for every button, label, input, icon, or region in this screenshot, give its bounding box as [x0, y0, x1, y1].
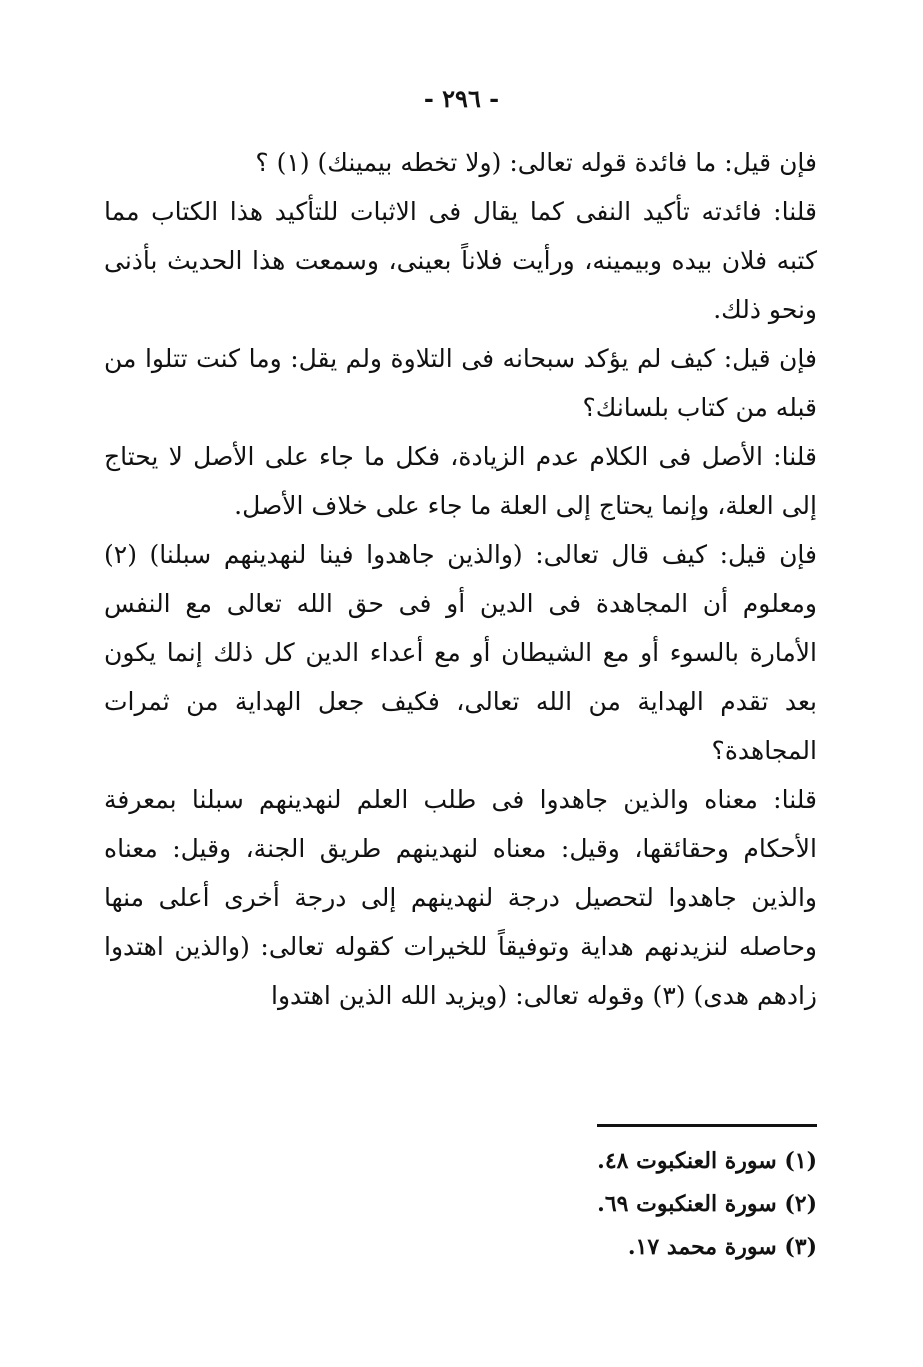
paragraph-answer-3: قلنا: معناه والذين جاهدوا فى طلب العلم لنهدينهم سبلنا بمعرفة الأحكام وحقائقها، وقيل: معناه لنهدينهم طريق الجنة، وقيل: معناه والذين جاهدوا لتحصيل درجة لنهدينهم إلى درجة أخرى أعلى منها وحاصله لنزيدنهم هداية وتوفيقاً للخيرات كقوله تعالى: (والذين اهتدوا زادهم هدى) (٣) وقوله تعالى: (ويزيد الله الذين اهتدوا	[104, 785, 817, 1010]
footnote-divider	[597, 1124, 817, 1127]
footnotes	[460, 1140, 817, 1269]
footnote-3: (٣) سورة محمد ١٧.	[627, 1234, 817, 1260]
paragraph-question-3: فإن قيل: كيف قال تعالى: (والذين جاهدوا فينا لنهدينهم سبلنا) (٢) ومعلوم أن المجاهدة فى الدين أو فى حق الله تعالى مع النفس الأمارة بالسوء أو مع الشيطان أو مع أعداء الدين كل ذلك إنما يكون بعد تقدم الهداية من الله تعالى، فكيف جعل الهداية من ثمرات المجاهدة؟	[104, 540, 817, 765]
paragraph-question-1: فإن قيل: ما فائدة قوله تعالى: (ولا تخطه بيمينك) (١) ؟	[255, 148, 817, 177]
footnote-1: (١) سورة العنكبوت ٤٨.	[597, 1148, 817, 1174]
footnote-2: (٢) سورة العنكبوت ٦٩.	[597, 1191, 817, 1217]
paragraph-answer-2: قلنا: الأصل فى الكلام عدم الزيادة، فكل ما جاء على الأصل لا يحتاج إلى العلة، وإنما يحتاج إلى العلة ما جاء على خلاف الأصل.	[104, 442, 817, 520]
body-text	[104, 138, 817, 1020]
paragraph-answer-1: قلنا: فائدته تأكيد النفى كما يقال فى الاثبات للتأكيد هذا الكتاب مما كتبه فلان بيده وبيمينه، ورأيت فلاناً بعينى، وسمعت هذا الحديث بأذنى ونحو ذلك.	[104, 197, 817, 324]
paragraph-question-2: فإن قيل: كيف لم يؤكد سبحانه فى التلاوة ولم يقل: وما كنت تتلوا من قبله من كتاب بلسانك؟	[104, 344, 817, 422]
page-number: - ٢٩٦ -	[423, 84, 500, 113]
